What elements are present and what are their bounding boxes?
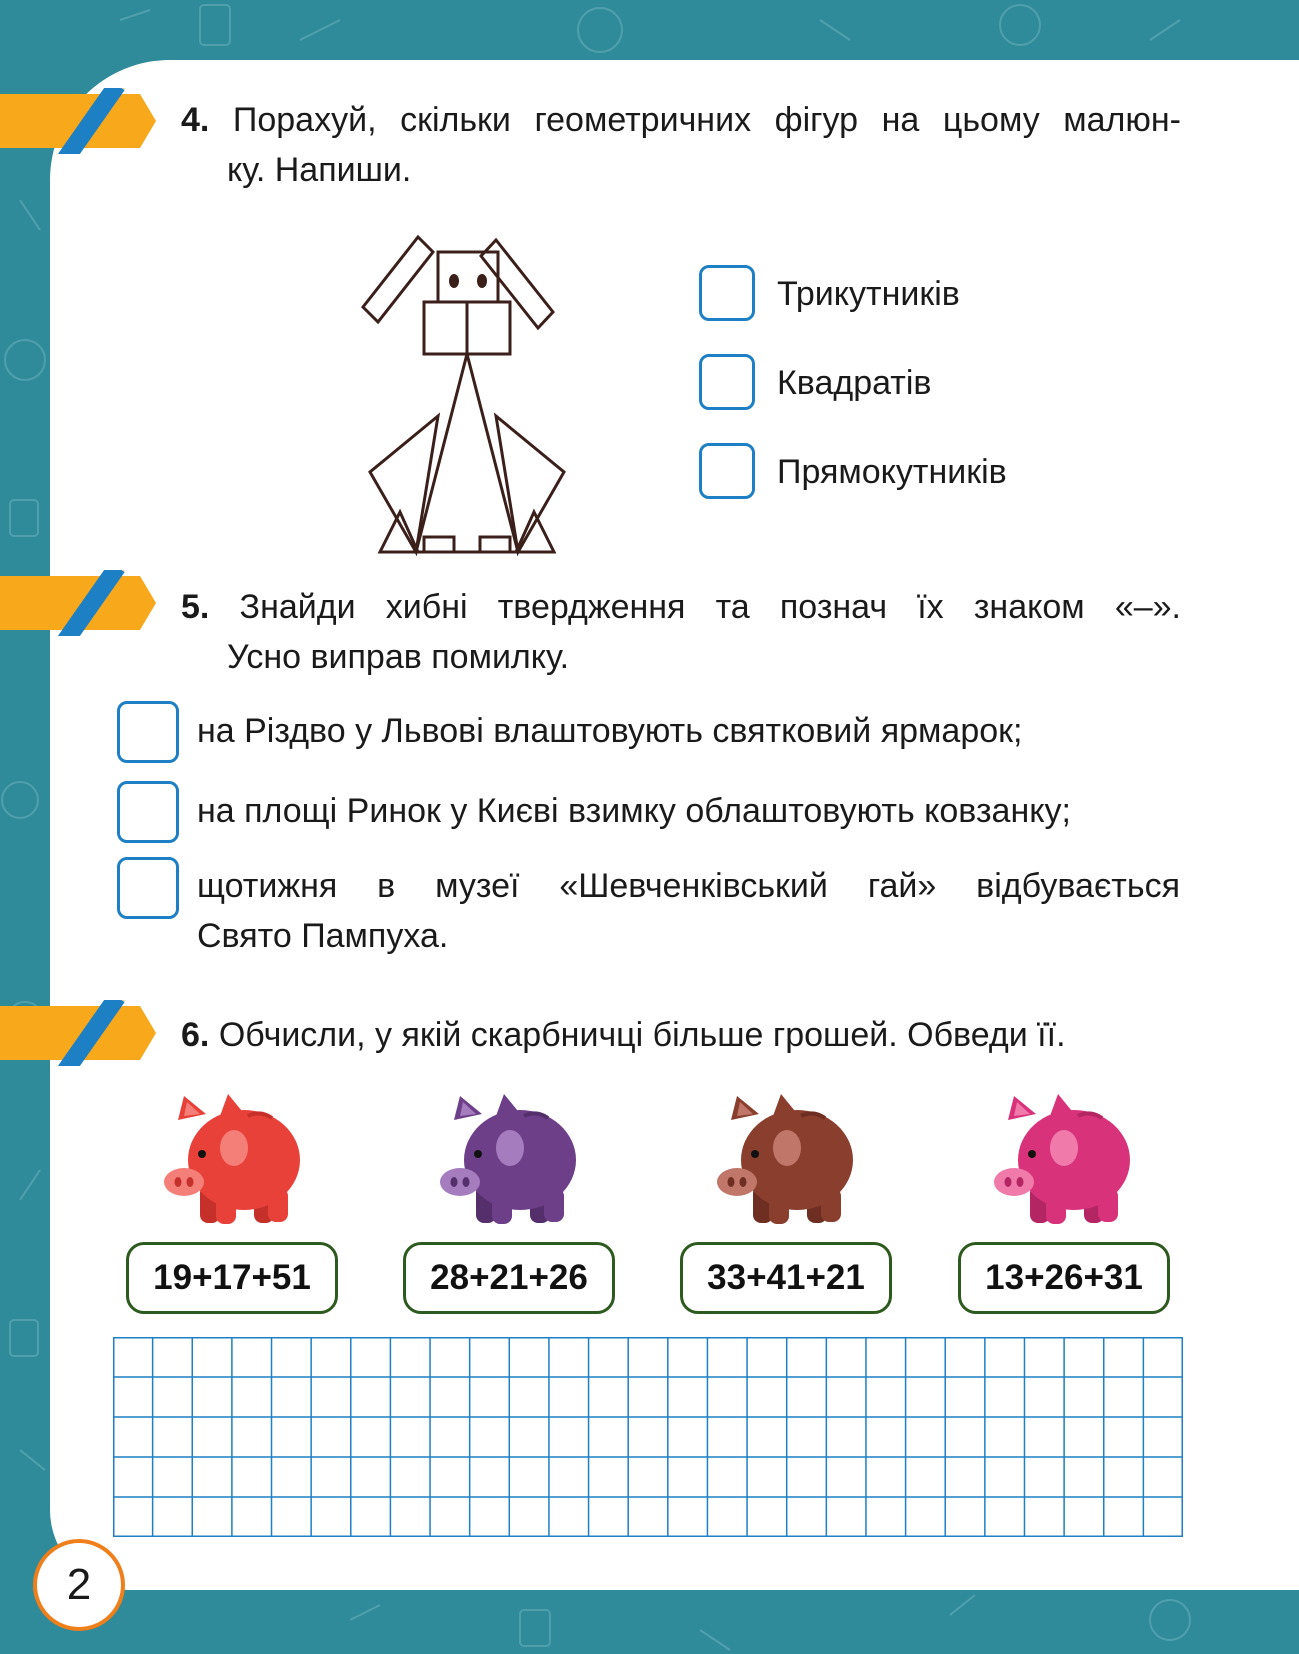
piggy-bank-2[interactable] <box>438 1090 578 1230</box>
dog-figure-drawing <box>358 232 578 562</box>
triangles-label: Трикутників <box>777 275 960 313</box>
rectangles-answer-box[interactable] <box>699 443 755 499</box>
pencil-icon <box>0 88 158 154</box>
squares-label: Квадратів <box>777 364 932 402</box>
piggy-bank-1[interactable] <box>162 1090 302 1230</box>
pencil-icon <box>0 570 158 636</box>
rectangles-label: Прямокутників <box>777 453 1007 491</box>
squares-answer-box[interactable] <box>699 354 755 410</box>
statement-2-checkbox[interactable] <box>117 781 179 843</box>
expression-box-1[interactable]: 19+17+51 <box>126 1242 338 1314</box>
triangles-answer-box[interactable] <box>699 265 755 321</box>
expression-box-3[interactable]: 33+41+21 <box>680 1242 892 1314</box>
task-4-line1: Порахуй, скільки геометричних фігур на цьому малюн- <box>232 101 1181 139</box>
task-6-text: Обчисли, у якій скарбничці більше грошей. Обведи її. <box>218 1016 1066 1054</box>
task-6-prompt <box>181 1010 1181 1060</box>
expression-box-2[interactable]: 28+21+26 <box>403 1242 615 1314</box>
task-5-line1: Знайди хибні твердження та познач їх знаком «–». <box>239 588 1181 626</box>
task-5-line2: Усно виправ помилку. <box>227 638 570 676</box>
statement-1: на Різдво у Львові влаштовують святковий ярмарок; <box>197 712 1023 750</box>
task-number: 5. <box>181 588 210 626</box>
statement-2: на площі Ринок у Києві взимку облаштовують ковзанку; <box>197 792 1071 830</box>
task-5-prompt <box>181 582 1181 682</box>
answer-grid[interactable] <box>113 1337 1183 1537</box>
piggy-bank-3[interactable] <box>715 1090 855 1230</box>
piggy-bank-4[interactable] <box>992 1090 1132 1230</box>
statement-3-continuation: Свято Пампуха. <box>197 917 449 955</box>
pencil-icon <box>0 1000 158 1066</box>
task-number: 6. <box>181 1016 210 1054</box>
page-number: 2 <box>33 1539 125 1631</box>
expression-box-4[interactable]: 13+26+31 <box>958 1242 1170 1314</box>
task-4-line2: ку. Напиши. <box>227 151 412 189</box>
statement-3: щотижня в музеї «Шевченківський гай» відбувається <box>197 867 1180 905</box>
statement-3-checkbox[interactable] <box>117 857 179 919</box>
statement-1-checkbox[interactable] <box>117 701 179 763</box>
task-number: 4. <box>181 101 210 139</box>
task-4-prompt <box>181 95 1181 195</box>
